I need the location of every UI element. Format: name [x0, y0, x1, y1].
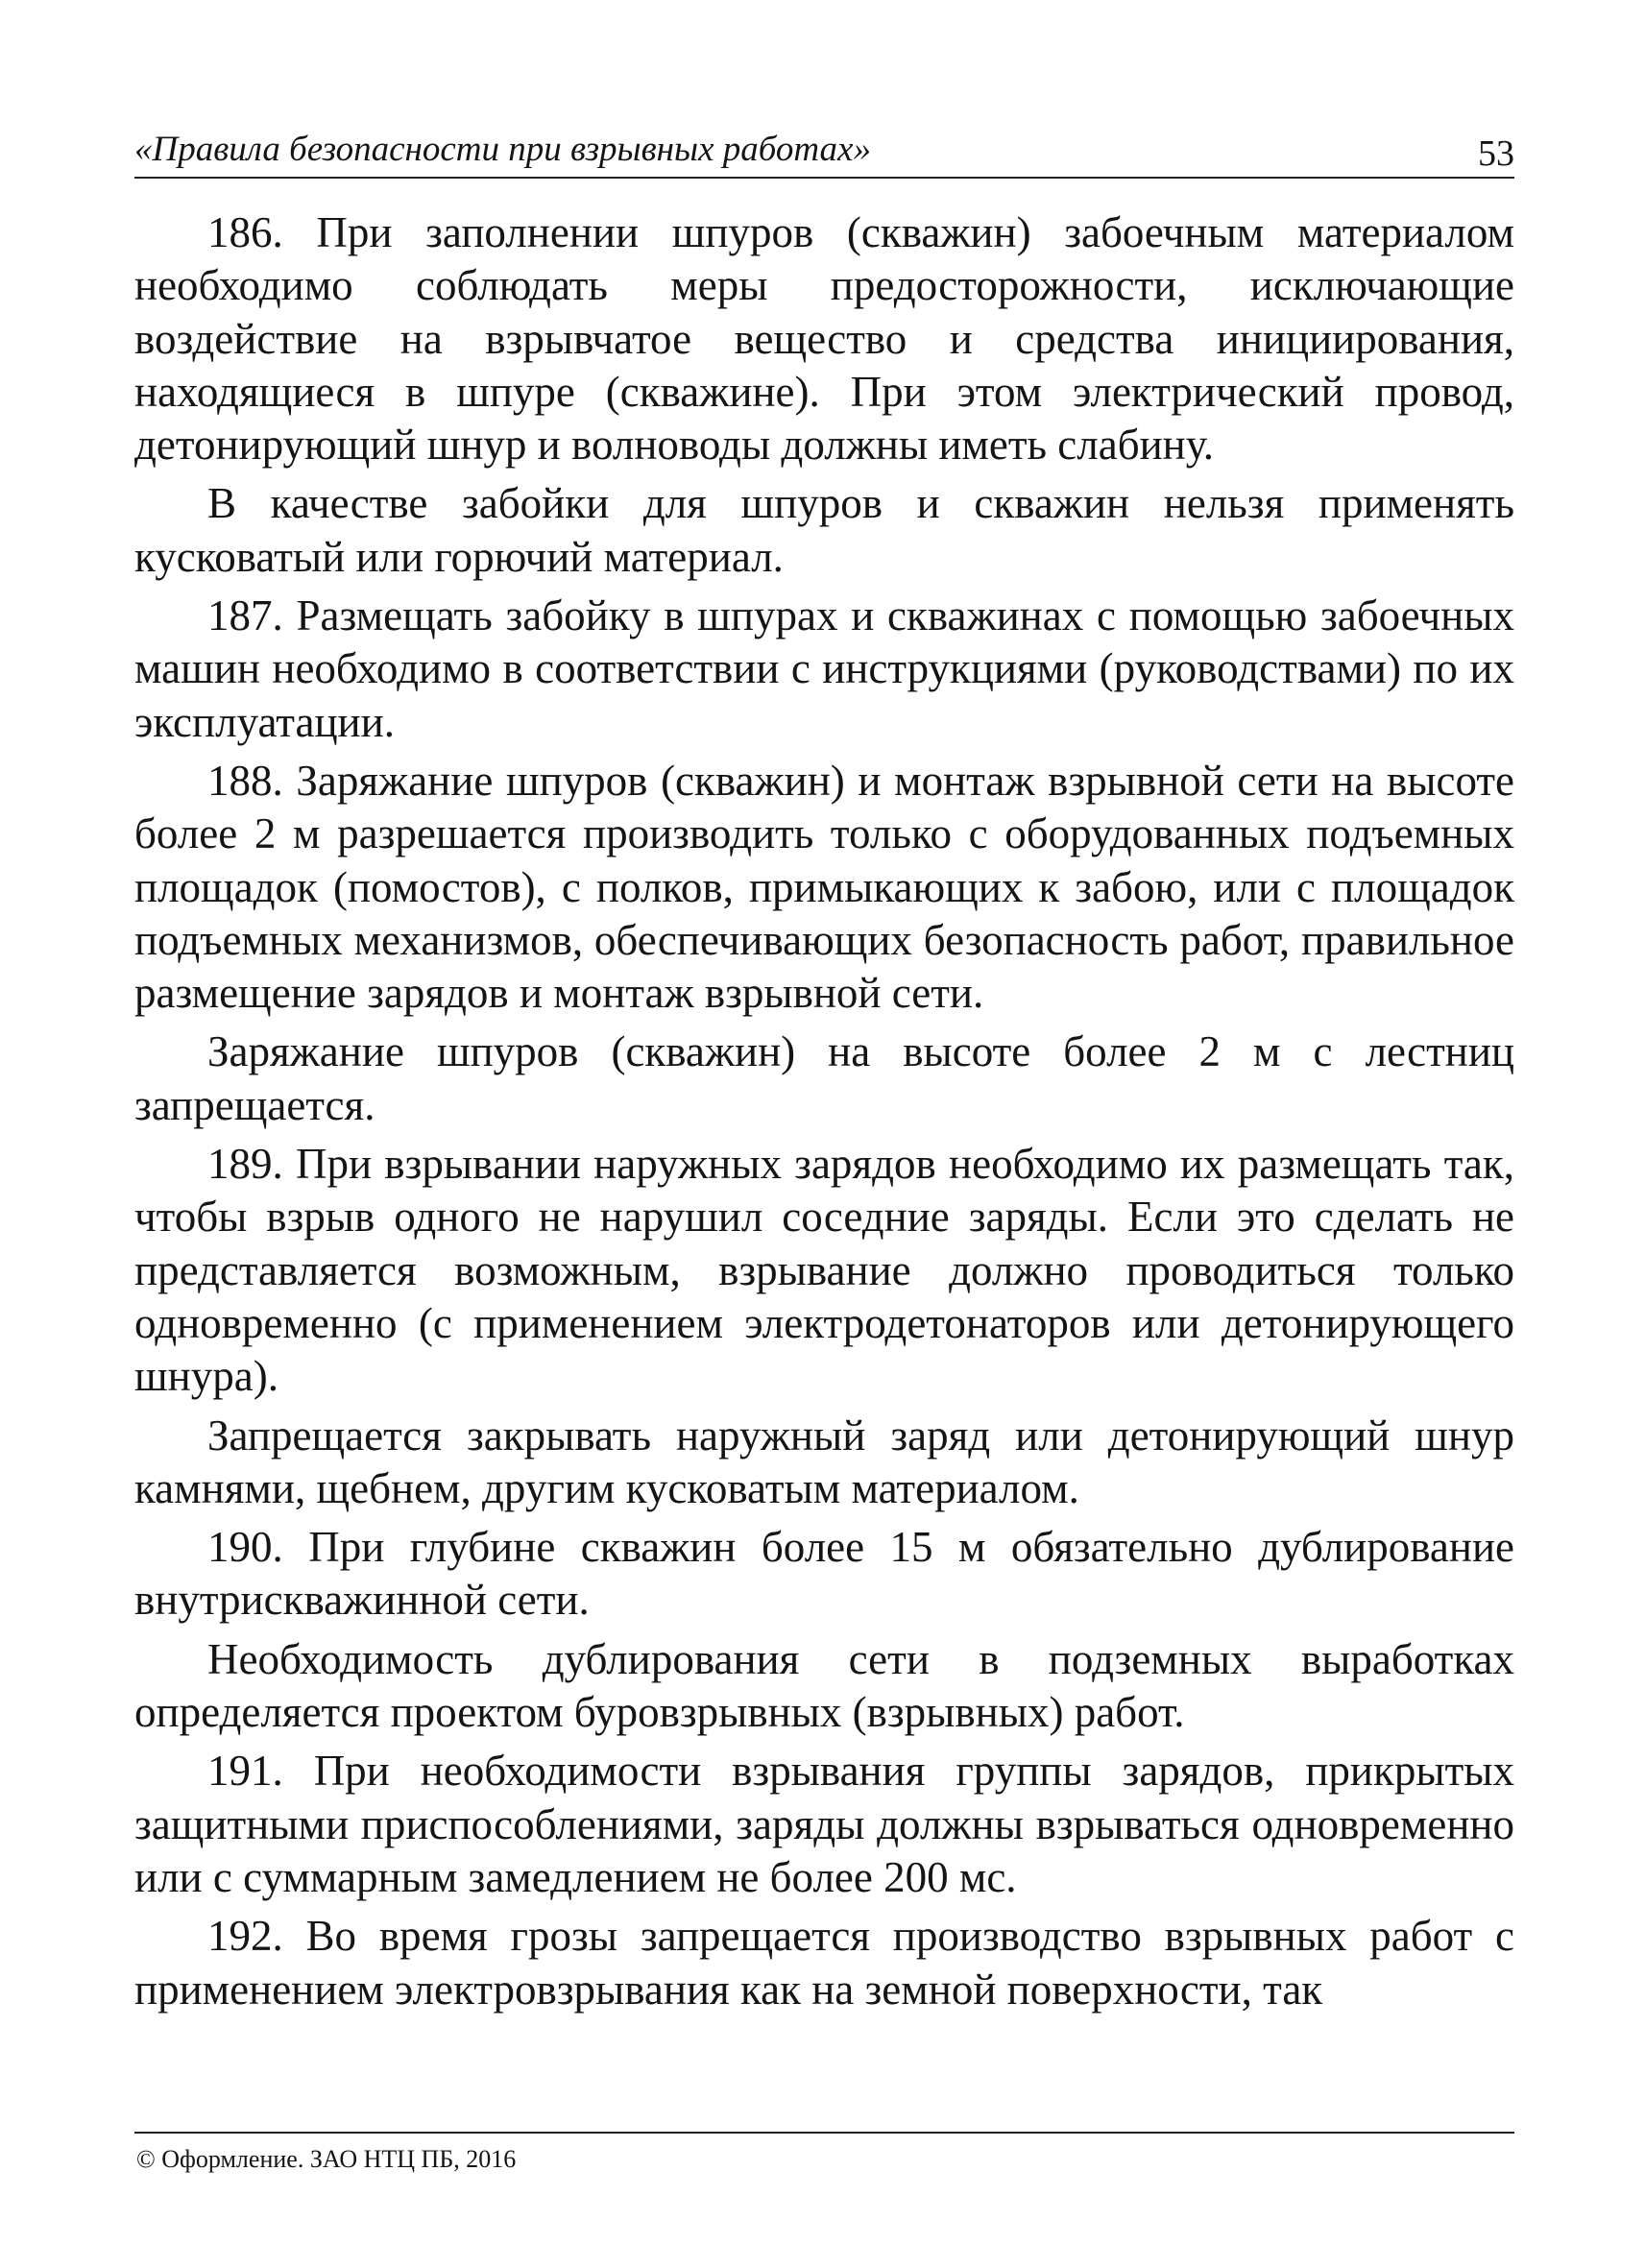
paragraph-191: 191. При необходимости взрывания группы зарядов, прикрытых защитными приспособлениями, заряды должны взрываться одновременно или с суммарным замедлением не более 200 мс.: [134, 1747, 1514, 1901]
paragraph-186: 186. При заполнении шпуров (скважин) забоечным материалом необходимо соблюдать меры предосторожности, исключающие воздействие на взрывчатое вещество и средства инициирования, находящиеся в шпуре (скважине). При этом электрический провод, детонирующий шнур и волноводы должны иметь слабину.: [134, 208, 1514, 470]
paragraph-189: 189. При взрывании наружных зарядов необходимо их размещать так, чтобы взрыв одного не нарушил соседние заряды. Если это сделать не представляется возможным, взрывание должно проводиться только одновременно (с применением электродетонаторов или детонирующего шнура).: [134, 1140, 1514, 1401]
paragraph-187: 187. Размещать забойку в шпурах и скважинах с помощью забоечных машин необходимо в соответствии с инструкциями (руководствами) по их эксплуатации.: [134, 591, 1514, 746]
page-number: 53: [1478, 133, 1514, 174]
page-footer: [134, 2132, 1514, 2173]
page-body: [134, 206, 1514, 2022]
footer-copyright: © Оформление. ЗАО НТЦ ПБ, 2016: [136, 2145, 517, 2173]
header-title: «Правила безопасности при взрывных работах»: [134, 130, 871, 169]
paragraph-188-ladders: Заряжание шпуров (скважин) на высоте более 2 м с лестниц запрещается.: [134, 1027, 1514, 1129]
paragraph-189-covering: Запрещается закрывать наружный заряд или детонирующий шнур камнями, щебнем, другим кусковатым материалом.: [134, 1411, 1514, 1512]
running-header: [134, 123, 1514, 179]
paragraph-190: 190. При глубине скважин более 15 м обязательно дублирование внутрискважинной сети.: [134, 1523, 1514, 1625]
paragraph-188: 188. Заряжание шпуров (скважин) и монтаж взрывной сети на высоте более 2 м разрешается производить только с оборудованных подъемных площадок (помостов), с полков, примыкающих к забою, или с площадок подъемных механизмов, обеспечивающих безопасность работ, правильное размещение зарядов и монтаж взрывной сети.: [134, 756, 1514, 1018]
paragraph-190-underground: Необходимость дублирования сети в подземных выработках определяется проектом буровзрывных (взрывных) работ.: [134, 1634, 1514, 1737]
paragraph-192: 192. Во время грозы запрещается производство взрывных работ с применением электровзрывания как на земной поверхности, так: [134, 1912, 1514, 2014]
paragraph-186-stemming: В качестве забойки для шпуров и скважин нельзя применять кусковатый или горючий материал.: [134, 479, 1514, 581]
